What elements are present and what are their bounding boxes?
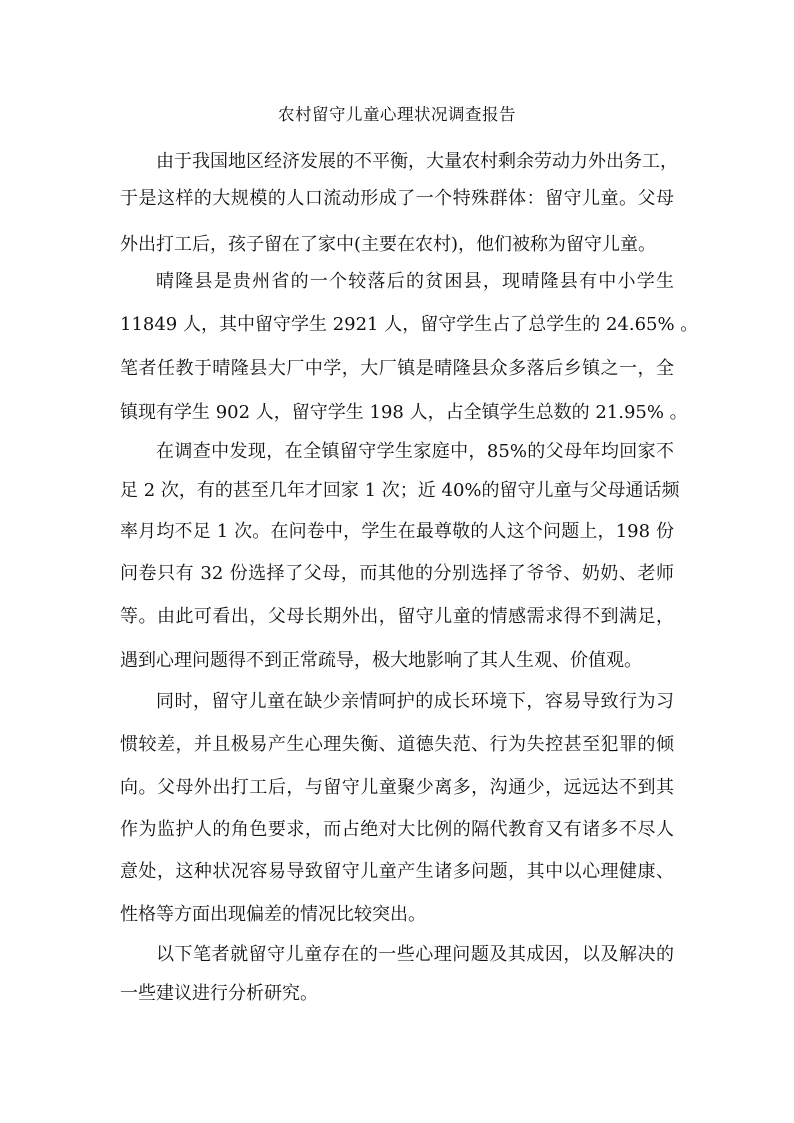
document-title: 农村留守儿童心理状况调查报告: [278, 105, 516, 124]
paragraph-5-line-1: 以下笔者就留守儿童存在的一些心理问题及其成因，以及解决的: [156, 944, 674, 965]
paragraph-3-line-3: 率月均不足 1 次。在问卷中，学生在最尊敬的人这个问题上，198 份: [120, 521, 674, 542]
paragraph-3-line-6: 遇到心理问题得不到正常疏导，极大地影响了其人生观、价值观。: [120, 650, 642, 671]
paragraph-2-line-3: 笔者任教于晴隆县大厂中学，大厂镇是晴隆县众多落后乡镇之一，全: [120, 358, 674, 379]
paragraph-3-line-2: 足 2 次，有的甚至几年才回家 1 次；近 40%的留守儿童与父母通话频: [120, 480, 680, 501]
paragraph-3-line-4: 问卷只有 32 份选择了父母，而其他的分别选择了爷爷、奶奶、老师: [120, 563, 674, 584]
paragraph-5-line-2: 一些建议进行分析研究。: [120, 983, 318, 1004]
paragraph-1-line-2: 于是这样的大规模的人口流动形成了一个特殊群体：留守儿童。父母: [120, 188, 674, 209]
paragraph-4-line-5: 意处，这种状况容易导致留守儿童产生诸多问题，其中以心理健康、: [120, 861, 674, 882]
paragraph-4-line-1: 同时，留守儿童在缺少亲情呵护的成长环境下，容易导致行为习: [156, 691, 674, 712]
paragraph-4-line-3: 向。父母外出打工后，与留守儿童聚少离多，沟通少，远远达不到其: [120, 777, 674, 798]
paragraph-2-line-1: 晴隆县是贵州省的一个较落后的贫困县，现晴隆县有中小学生: [156, 271, 674, 292]
paragraph-2-line-4: 镇现有学生 902 人，留守学生 198 人，占全镇学生总数的 21.95% 。: [120, 402, 688, 423]
paragraph-4-line-6: 性格等方面出现偏差的情况比较突出。: [120, 904, 426, 925]
paragraph-4-line-2: 惯较差，并且极易产生心理失衡、道德失范、行为失控甚至犯罪的倾: [120, 734, 674, 755]
paragraph-3-line-5: 等。由此可看出，父母长期外出，留守儿童的情感需求得不到满足，: [120, 606, 674, 627]
paragraph-4-line-4: 作为监护人的角色要求，而占绝对大比例的隔代教育又有诸多不尽人: [120, 819, 674, 840]
paragraph-1-line-3: 外出打工后，孩子留在了家中(主要在农村)，他们被称为留守儿童。: [120, 234, 657, 255]
paragraph-1-line-1: 由于我国地区经济发展的不平衡，大量农村剩余劳动力外出务工，: [156, 151, 678, 172]
paragraph-2-line-2: 11849 人，其中留守学生 2921 人，留守学生占了总学生的 24.65% 。: [120, 314, 699, 335]
paragraph-3-line-1: 在调查中发现，在全镇留守学生家庭中，85%的父母年均回家不: [156, 441, 674, 462]
